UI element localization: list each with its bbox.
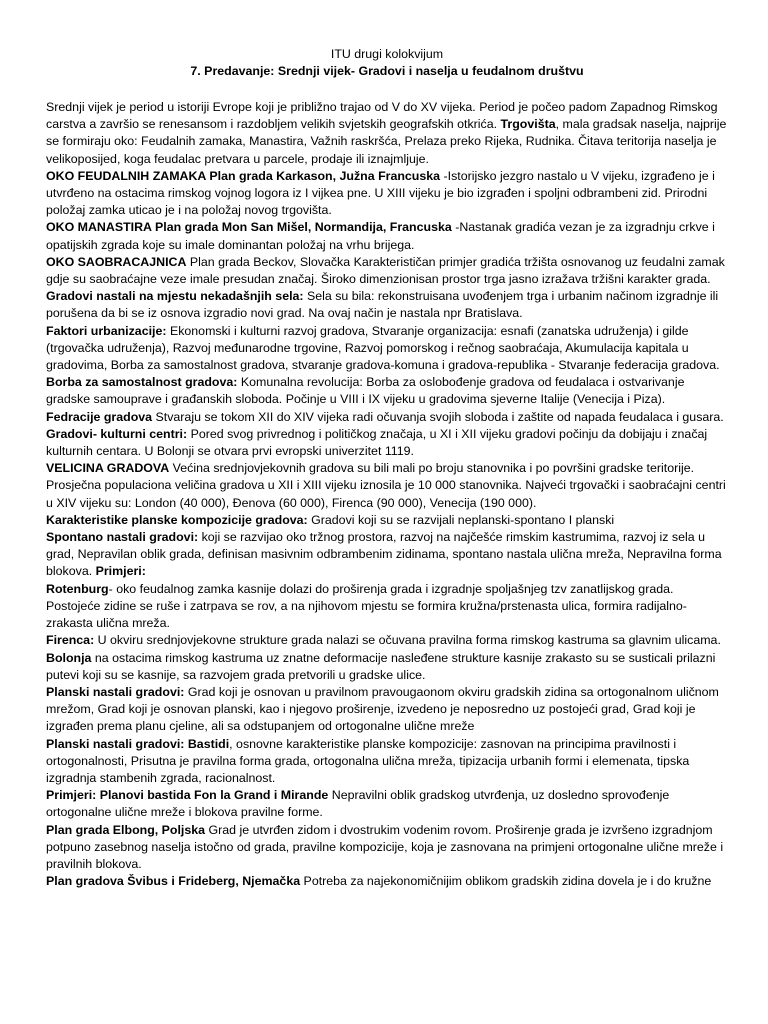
paragraph (46, 99, 728, 168)
text-run: Ekonomski i kulturni razvoj gradova, Stvaranje organizacija: esnafi (zanatska udruženja) i gilde (trgovačka udruženja), Razvoj međunarodne trgovine, Razvoj pomorskog i rečnog saobraćaja, Akumulacija kapitala u gradovima, Borba za samostalnost gradova, stvaranje gradova-komuna i gradova-republika - Stvaranje federacija gradova. (46, 323, 720, 373)
paragraph (46, 684, 728, 736)
paragraph (46, 736, 728, 788)
paragraph (46, 529, 728, 581)
document-header (46, 46, 728, 80)
paragraph (46, 374, 728, 408)
paragraph (46, 581, 728, 633)
bold-text-run: Karakteristike planske kompozicije gradova: (46, 512, 308, 527)
bold-text-run: Plan grada Elbong, Poljska (46, 822, 206, 837)
bold-text-run: OKO FEUDALNIH ZAMAKA Plan grada Karkason, Južna Francuska (46, 168, 441, 183)
text-run: Sela su bila: rekonstruisana uvođenjem trga i urbanim načinom izgradnje ili porušena da bi se iz osnova izgradio novi grad. Na ovaj način je nastala npr Bratislava. (46, 289, 719, 321)
bold-text-run: Primjeri: (95, 564, 146, 579)
text-run: koji se razvijao oko tržnog prostora, razvoj na najčešće rimskim kastrumima, razvoj iz sela u grad, Nepravilan oblik grada, definisan masivnim odbrambenim zidinama, spontano nastala ulična mreža, Nepravilna forma blokova. (46, 530, 722, 579)
bold-text-run: OKO SAOBRACAJNICA (46, 254, 187, 269)
text-run: U okviru srednjovjekovne strukture grada nalazi se očuvana pravilna forma rimskog kastruma sa glavnim ulicama. (94, 633, 721, 648)
document-body (46, 99, 728, 890)
paragraph (46, 460, 728, 512)
bold-text-run: Faktori urbanizacije: (46, 323, 167, 338)
bold-text-run: Primjeri: Planovi bastida Fon la Grand i Mirande (46, 788, 329, 803)
text-run: , osnovne karakteristike planske kompozicije: zasnovan na principima pravilnosti i ortogonalnosti, Prisutna je pravilna forma grada, ortogonalna ulična mreža, tipizacija urbanih formi i elemenata, tipska izgradnja stambenih zgrada, racionalnost. (46, 736, 690, 785)
course-title: ITU drugi kolokvijum (330, 47, 444, 61)
text-run: Pored svog privrednog i političkog značaja, u XI i XII vijeku gradovi počinju da dobijaju i značaj kulturnih centara. U Bolonji se otvara prvi evropski univerzitet 1119. (46, 426, 708, 459)
text-run: Nepravilni oblik gradskog utvrđenja, uz dosledno sprovođenje ortogonalne ulične mreže i blokova pravilne forme. (46, 788, 670, 820)
text-run: Gradovi koji su se razvijali neplanski-spontano I planski (307, 512, 615, 527)
bold-text-run: Borba za samostalnost gradova: (46, 375, 238, 390)
paragraph (46, 219, 728, 253)
text-run: Većina srednjovjekovnih gradova su bili mali po broju stanovnika i po površini gradske teritorije. Prosječna populaciona veličina gradova u XII i XIII vijeku iznosila je 10 000 stanovnika. Najveći trgovački i saobraćajni centri u XIV vijeku su: London (40 000), Đenova (60 000), Firenca (90 000), Venecija (190 000). (46, 461, 726, 510)
bold-text-run: Spontano nastali gradovi: (46, 530, 199, 545)
paragraph (46, 873, 728, 890)
text-run: Komunalna revolucija: Borba za oslobođenje gradova od feudalaca i ostvarivanje gradske samouprave i građanskih sloboda. Počinje u VIII i IX vijeku u gradovima sjeverne Italije (Venecija i Piza). (46, 375, 685, 407)
bold-text-run: Firenca: (46, 633, 95, 648)
paragraph (46, 632, 728, 684)
bold-text-run: Plan gradova Švibus i Frideberg, Njemačka (46, 874, 301, 889)
paragraph (46, 787, 728, 821)
bold-text-run: Rotenburg (46, 581, 109, 596)
paragraph (46, 409, 728, 426)
text-run: , mala gradsak naselja, najprije se formiraju oko: Feudalnih zamaka, Manastira, Važnih raskršća, Prelaza preko Rijeka, Rudnika. Čitava teritorija naselja je velikoposijed, koga feudalac pretvara u parcele, prodaje ili iznajmljuje. (46, 117, 727, 166)
bold-text-run: Fedracije gradova (46, 409, 153, 424)
paragraph (46, 323, 728, 375)
bold-text-run: Planski nastali gradovi: Bastidi (46, 736, 230, 751)
bold-text-run: OKO MANASTIRA Plan grada Mon San Mišel, Normandija, Francuska (46, 220, 452, 235)
text-run: Potreba za najekonomičnijim oblikom gradskih zidina dovela je i do kružne (300, 874, 712, 889)
text-run: Grad koji je osnovan u pravilnom pravougaonom okviru gradskih zidina sa ortogonalnom uličnom mrežom, Grad koji je osnovan planski, kao i njegovo proširenje, izvedeno je neposredno uz postojeći grad, Grad koji je izgrađen prema planu cjeline, ali sa odstupanjem od ortogonalne ulične mreže (46, 684, 719, 734)
text-run: Stvaraju se tokom XII do XIV vijeka radi očuvanja svojih sloboda i zaštite od napada feudalaca i gusara. (152, 409, 724, 424)
bold-text-run: Gradovi- kulturni centri: (46, 426, 188, 441)
paragraph (46, 822, 728, 874)
text-run: na ostacima rimskog kastruma uz znatne deformacije nasleđene strukture kasnije zrakasto su se susticali prilazni putevi koji su se kasnije, sa razvojem grada pretvorili u gradske ulice. (46, 650, 716, 682)
text-run: Grad je utvrđen zidom i dvostrukim vodenim rovom. Proširenje grada je izvršeno izgradnjom potpuno zasebnog naselja istočno od grada, pravilne kompozicije, koja je zasnovana na primjeni ortogonalne ulične mreže i pravilnih blokova. (46, 822, 724, 871)
paragraph (46, 254, 728, 288)
bold-text-run: Trgovišta (500, 117, 556, 132)
paragraph (46, 512, 728, 529)
text-run: - oko feudalnog zamka kasnije dolazi do proširenja grada i izgradnje spoljašnjeg tzv zanatlijskog grada. Postojeće zidine se ruše i zatrpava se rov, a na njihovom mjestu se formira kružna/prstenasta ulica, formira radijalno-zrakasta ulična mreža. (46, 581, 687, 631)
paragraph (46, 168, 728, 220)
bold-text-run: Planski nastali gradovi: (46, 684, 185, 699)
paragraph (46, 426, 728, 460)
text-run: Plan grada Beckov, Slovačka Karakterističan primjer gradića tržišta osnovanog uz feudalni zamak gdje su saobraćajne veze imale presudan značaj. Široko dimenzionisan prostor trga jasno izražava tržišni karakter grada. (46, 254, 725, 287)
bold-text-run: Bolonja (46, 650, 92, 665)
text-run: -Nastanak gradića vezan je za izgradnju crkve i opatijskih zgrada koje su imale dominantan položaj na vrhu brijega. (46, 220, 715, 252)
bold-text-run: Gradovi nastali na mjestu nekadašnjih sela: (46, 289, 304, 304)
text-run: Srednji vijek je period u istoriji Evrope koji je približno trajao od V do XV vijeka. Period je počeo padom Zapadnog Rimskog carstva a završio se renesansom i razdobljem velikih svjetskih geografskih otkrića. (46, 100, 718, 132)
paragraph (46, 288, 728, 322)
bold-text-run: VELICINA GRADOVA (46, 461, 170, 476)
lecture-title: 7. Predavanje: Srednji vijek- Gradovi i naselja u feudalnom društvu (190, 64, 584, 78)
text-run: -Istorijsko jezgro nastalo u V vijeku, izgrađeno je i utvrđeno na ostacima rimskog vojnog logora iz I vijkea pne. U XIII vijeku je bio izgrađen i spoljni odbrambeni zid. Prirodni položaj zamka uticao je i na položaj novog trgovišta. (46, 168, 715, 218)
